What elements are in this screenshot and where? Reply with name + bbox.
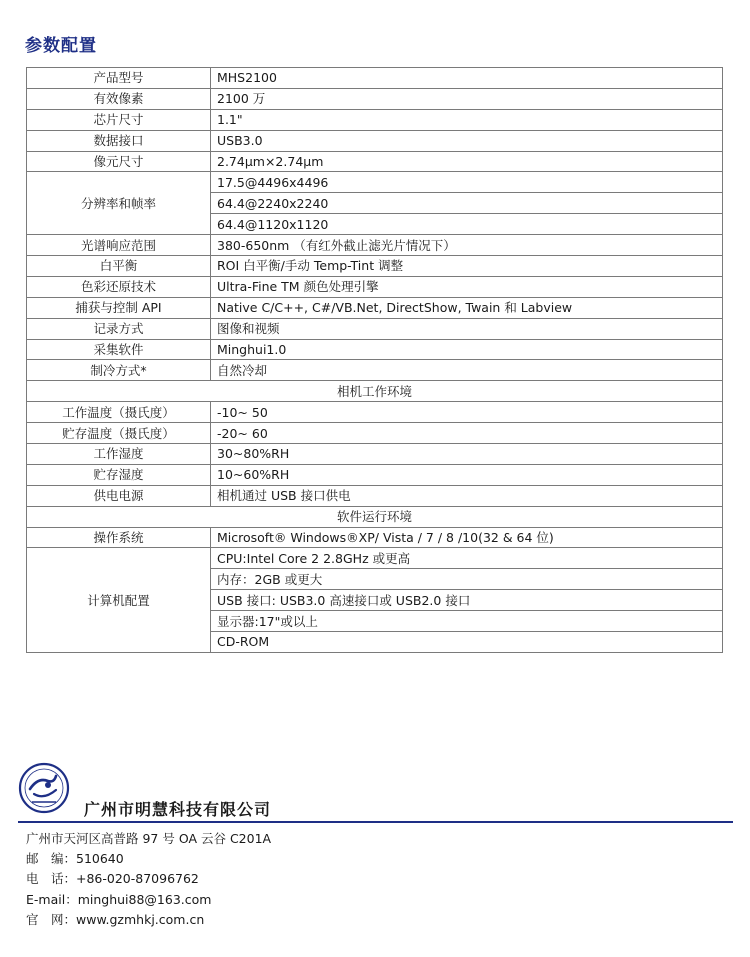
table-row [27, 68, 723, 89]
spec-value: CD-ROM [211, 632, 723, 653]
spec-label: 工作湿度 [27, 444, 211, 465]
spec-value: 17.5@4496x4496 [211, 172, 723, 193]
spec-value: 图像和视频 [211, 318, 723, 339]
spec-value: Ultra-Fine TM 颜色处理引擎 [211, 276, 723, 297]
spec-value: -10~ 50 [211, 402, 723, 423]
spec-value: USB3.0 [211, 130, 723, 151]
spec-value: Microsoft® Windows®XP/ Vista / 7 / 8 /10(32 & 64 位) [211, 527, 723, 548]
contact-email: E-mail：minghui88@163.com [26, 891, 212, 907]
spec-value: USB 接口: USB3.0 高速接口或 USB2.0 接口 [211, 590, 723, 611]
spec-table [26, 67, 723, 653]
contact-address: 广州市天河区高普路 97 号 OA 云谷 C201A [26, 831, 272, 846]
table-row [27, 527, 723, 548]
table-row [27, 235, 723, 256]
spec-label: 贮存温度（摄氏度） [27, 423, 211, 444]
spec-value: 2100 万 [211, 88, 723, 109]
spec-value: 1.1" [211, 109, 723, 130]
table-row [27, 444, 723, 465]
contact-phone: 电 话：+86-020-87096762 [26, 871, 199, 887]
table-row [27, 109, 723, 130]
spec-label: 计算机配置 [27, 548, 211, 652]
table-row [27, 485, 723, 506]
table-row [27, 276, 723, 297]
spec-value: 64.4@2240x2240 [211, 193, 723, 214]
table-row [27, 256, 723, 277]
spec-value: 64.4@1120x1120 [211, 214, 723, 235]
spec-table-body [27, 68, 723, 653]
spec-label: 像元尺寸 [27, 151, 211, 172]
spec-value: Minghui1.0 [211, 339, 723, 360]
spec-label: 记录方式 [27, 318, 211, 339]
table-row [27, 548, 723, 569]
spec-label: 色彩还原技术 [27, 276, 211, 297]
spec-value: CPU:Intel Core 2 2.8GHz 或更高 [211, 548, 723, 569]
spec-value: 相机通过 USB 接口供电 [211, 485, 723, 506]
spec-value: 内存：2GB 或更大 [211, 569, 723, 590]
spec-value: -20~ 60 [211, 423, 723, 444]
table-row [27, 339, 723, 360]
spec-label: 产品型号 [27, 68, 211, 89]
company-seal-icon [18, 762, 70, 814]
contact-block [26, 829, 271, 930]
table-row [27, 88, 723, 109]
spec-value: 显示器:17"或以上 [211, 611, 723, 632]
spec-value: MHS2100 [211, 68, 723, 89]
spec-label: 工作温度（摄氏度） [27, 402, 211, 423]
spec-label: 光谱响应范围 [27, 235, 211, 256]
spec-value: 自然冷却 [211, 360, 723, 381]
table-row [27, 402, 723, 423]
spec-label: 芯片尺寸 [27, 109, 211, 130]
table-row [27, 423, 723, 444]
footer-divider [18, 821, 733, 823]
table-row [27, 318, 723, 339]
spec-value: 30~80%RH [211, 444, 723, 465]
spec-label: 供电电源 [27, 485, 211, 506]
section-header-row [27, 381, 723, 402]
spec-label: 采集软件 [27, 339, 211, 360]
spec-label: 白平衡 [27, 256, 211, 277]
spec-value: 380-650nm （有红外截止滤光片情况下） [211, 235, 723, 256]
table-row [27, 297, 723, 318]
spec-label: 有效像素 [27, 88, 211, 109]
table-row [27, 360, 723, 381]
section-header-row [27, 506, 723, 527]
company-name: 广州市明慧科技有限公司 [84, 800, 272, 819]
spec-label: 捕获与控制 API [27, 297, 211, 318]
spec-value: 2.74μm×2.74μm [211, 151, 723, 172]
section-title: 软件运行环境 [27, 506, 723, 527]
spec-value: 10~60%RH [211, 464, 723, 485]
page-title: 参数配置 [25, 36, 97, 56]
contact-postcode: 邮 编：510640 [26, 851, 124, 867]
spec-value: Native C/C++, C#/VB.Net, DirectShow, Twain 和 Labview [211, 297, 723, 318]
spec-value: ROI 白平衡/手动 Temp-Tint 调整 [211, 256, 723, 277]
contact-website: 官 网：www.gzmhkj.com.cn [26, 911, 205, 927]
table-row [27, 172, 723, 193]
spec-label: 数据接口 [27, 130, 211, 151]
spec-label: 制冷方式* [27, 360, 211, 381]
spec-label: 贮存湿度 [27, 464, 211, 485]
spec-label: 分辨率和帧率 [27, 172, 211, 235]
table-row [27, 151, 723, 172]
table-row [27, 130, 723, 151]
spec-label: 操作系统 [27, 527, 211, 548]
table-row [27, 464, 723, 485]
section-title: 相机工作环境 [27, 381, 723, 402]
